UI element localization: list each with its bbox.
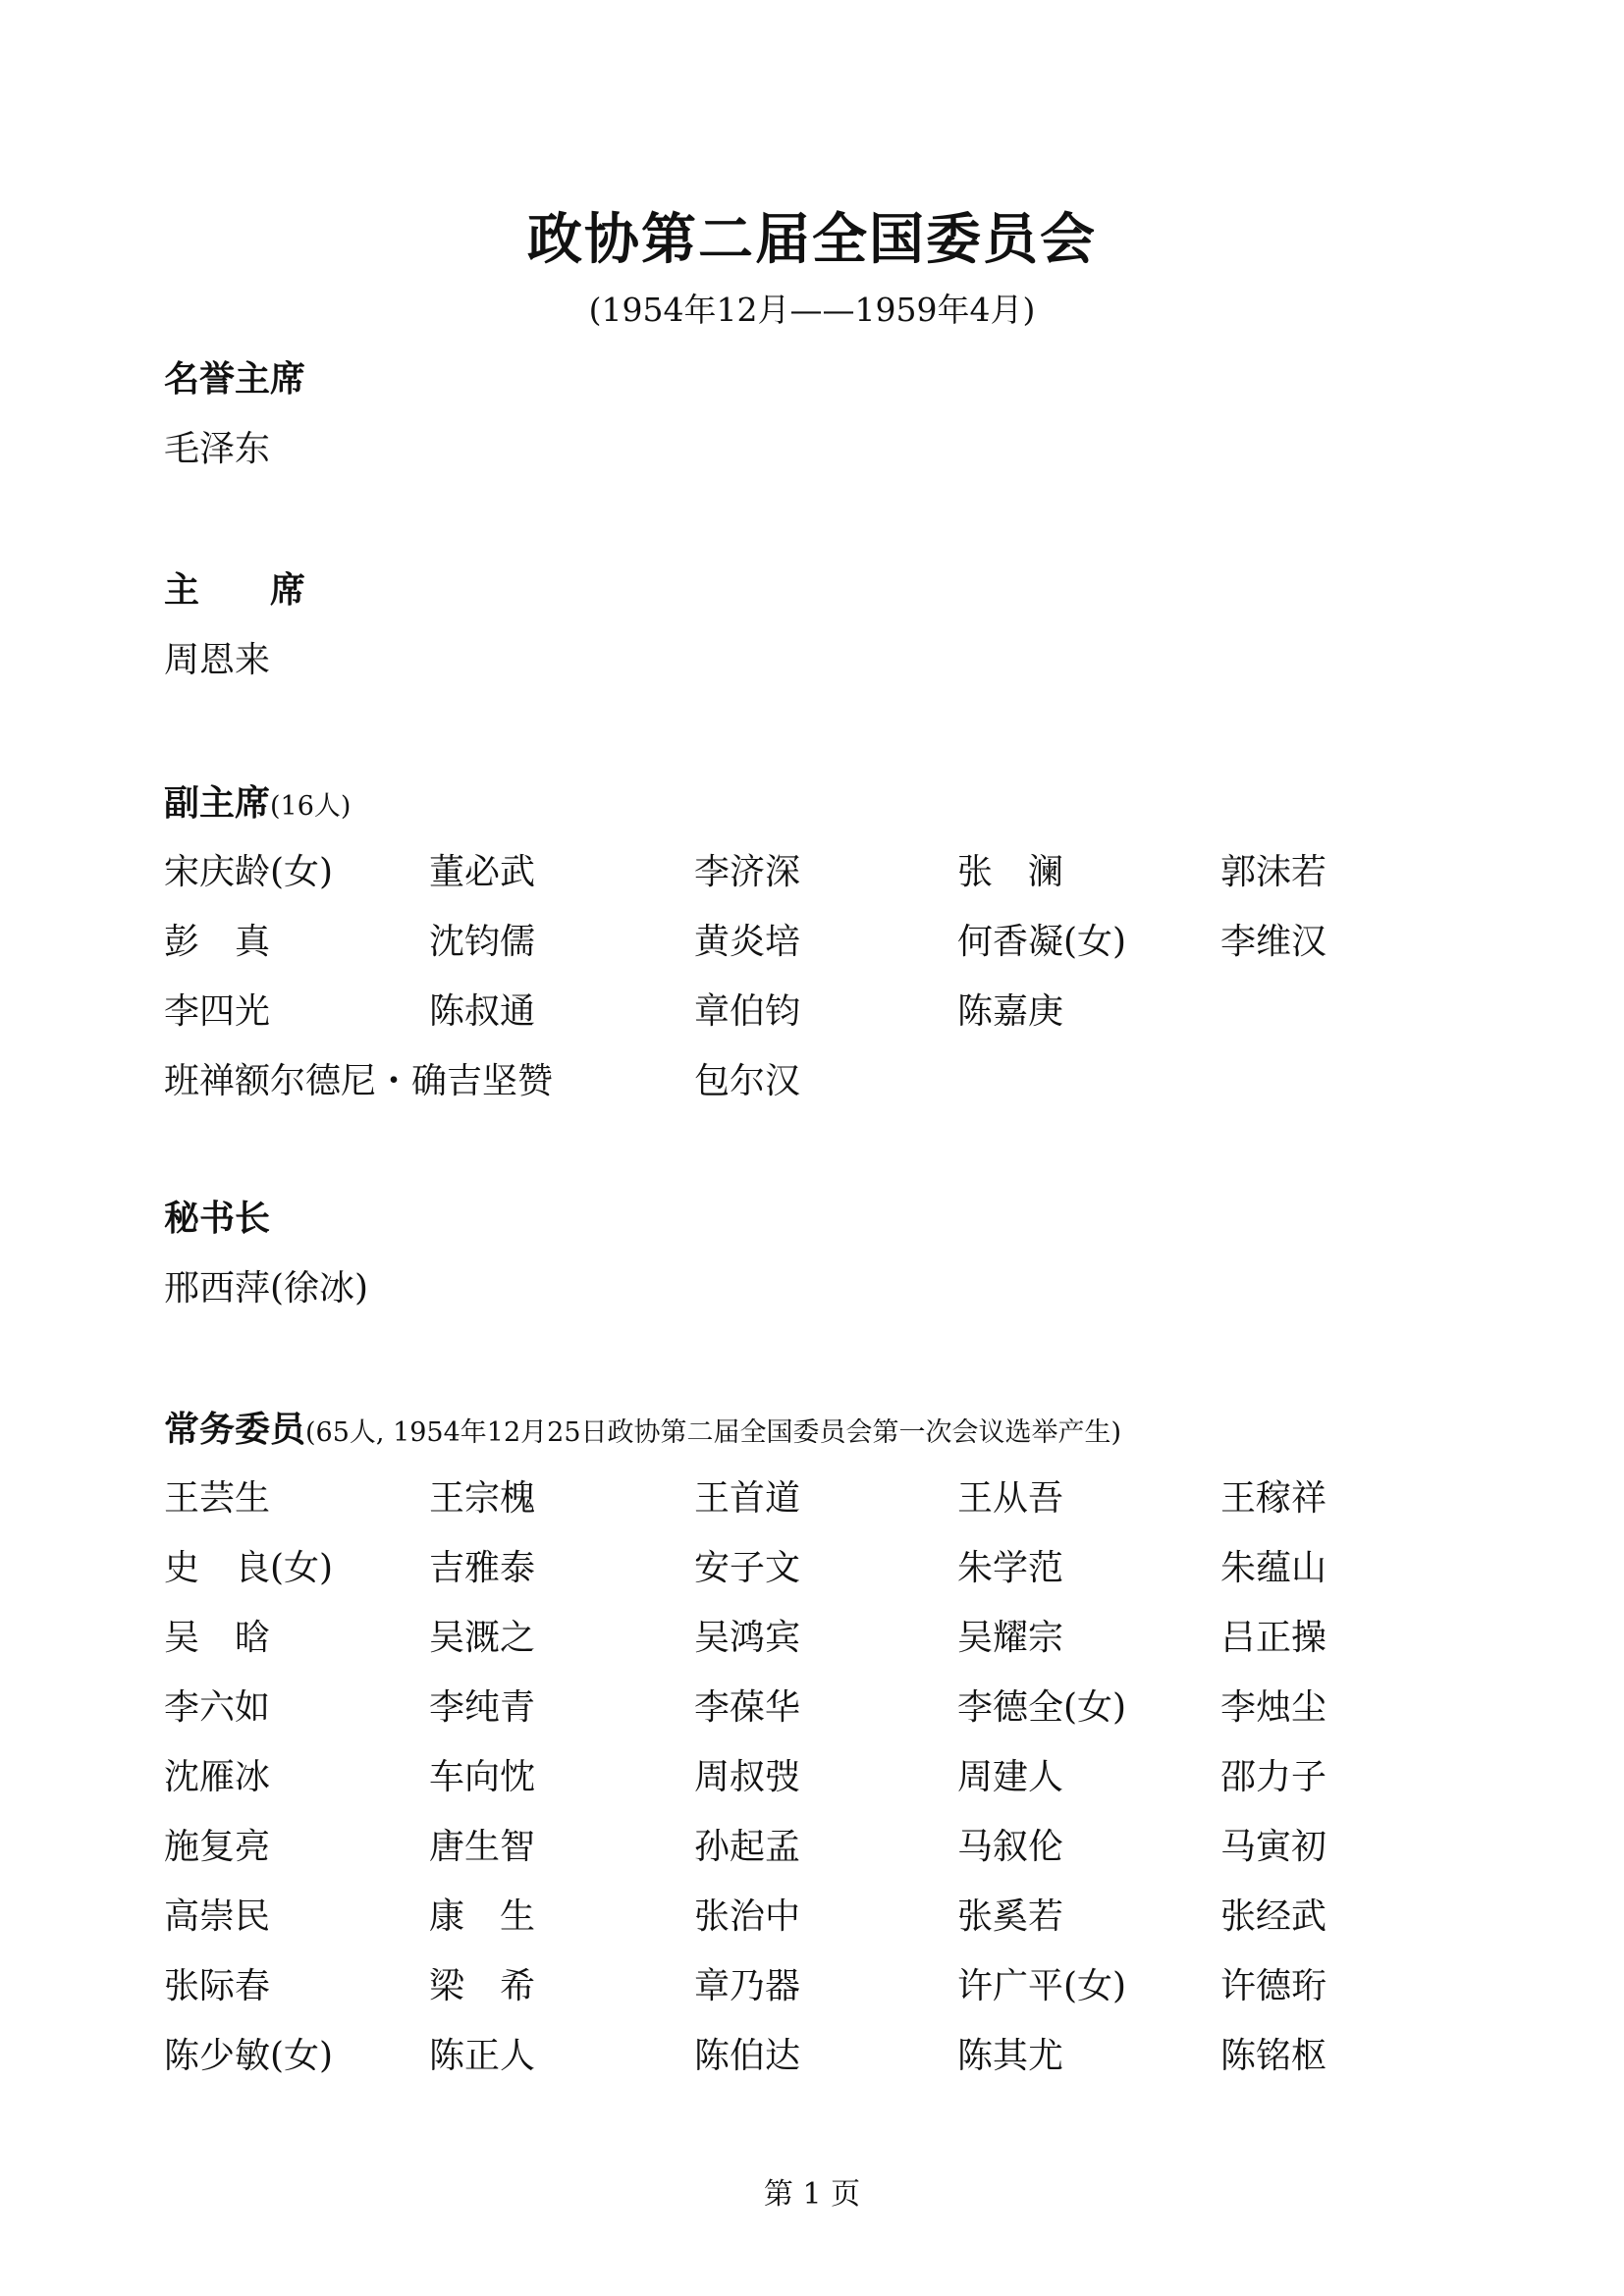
section-heading-note: (65人, 1954年12月25日政协第二届全国委员会第一次会议选举产生)	[305, 1417, 1122, 1448]
member-name: 李济深	[694, 852, 801, 892]
member-name: 李纯青	[429, 1687, 536, 1728]
member-name: 郭沫若	[1220, 852, 1327, 892]
member-name: 李维汉	[1220, 922, 1327, 962]
section-heading: 主 席	[164, 570, 306, 611]
name-row	[164, 2021, 1499, 2091]
name-row	[164, 1812, 1499, 1882]
member-name: 董必武	[429, 852, 536, 892]
chair-name: 周恩来	[164, 640, 271, 680]
page-number: 第 1 页	[763, 2177, 861, 2212]
member-name: 周建人	[957, 1757, 1064, 1797]
member-name: 吉雅泰	[429, 1548, 536, 1588]
member-name: 朱学范	[957, 1548, 1064, 1588]
honorary-chair-name: 毛泽东	[164, 429, 271, 469]
member-name: 吴耀宗	[957, 1618, 1064, 1658]
standing-members-list	[164, 1464, 1499, 2091]
member-name: 陈嘉庚	[957, 991, 1064, 1032]
honorary-chair-section	[164, 355, 1499, 484]
member-name: 张经武	[1220, 1896, 1327, 1937]
member-name: 朱蕴山	[1220, 1548, 1327, 1588]
vice-chairs-list	[164, 837, 1499, 1116]
section-heading	[164, 1406, 1499, 1455]
member-name: 张治中	[694, 1896, 801, 1937]
secretary-general-name: 邢西萍(徐冰)	[164, 1268, 369, 1308]
member-name: 张际春	[164, 1966, 271, 2006]
member-name: 周叔弢	[694, 1757, 801, 1797]
section-heading: 名誉主席	[164, 359, 306, 400]
member-name: 吴鸿宾	[694, 1618, 801, 1658]
name-row	[164, 907, 1499, 977]
member-name: 王芸生	[164, 1478, 271, 1519]
member-name: 马叙伦	[957, 1827, 1064, 1867]
member-name: 许德珩	[1220, 1966, 1327, 2006]
member-name: 康 生	[429, 1896, 536, 1937]
member-name: 李六如	[164, 1687, 271, 1728]
section-heading-label: 副主席	[164, 783, 271, 824]
name-row	[164, 1673, 1499, 1742]
member-name: 陈叔通	[429, 991, 536, 1032]
chair-section	[164, 566, 1499, 695]
member-name: 李葆华	[694, 1687, 801, 1728]
section-heading-note: (16人)	[270, 791, 352, 822]
member-name: 李四光	[164, 991, 271, 1032]
member-name: 吴 晗	[164, 1618, 271, 1658]
member-name: 张奚若	[957, 1896, 1064, 1937]
page-subtitle: (1954年12月——1959年4月)	[588, 291, 1036, 329]
member-name: 李烛尘	[1220, 1687, 1327, 1728]
section-heading-label: 常务委员	[164, 1410, 306, 1450]
member-name: 安子文	[694, 1548, 801, 1588]
name-row	[164, 1464, 1499, 1533]
member-name: 王首道	[694, 1478, 801, 1519]
name-row	[164, 1533, 1499, 1603]
member-name: 张 澜	[957, 852, 1064, 892]
member-name: 施复亮	[164, 1827, 271, 1867]
member-name: 唐生智	[429, 1827, 536, 1867]
member-name: 彭 真	[164, 922, 271, 962]
secretary-general-section	[164, 1195, 1499, 1323]
member-name: 沈雁冰	[164, 1757, 271, 1797]
member-name: 马寅初	[1220, 1827, 1327, 1867]
vice-chairs-section	[164, 779, 1499, 1116]
section-heading: 秘书长	[164, 1199, 271, 1239]
member-name: 班禅额尔德尼・确吉坚赞	[164, 1061, 554, 1101]
member-name: 王从吾	[957, 1478, 1064, 1519]
name-row	[164, 837, 1499, 907]
member-name: 陈伯达	[694, 2036, 801, 2076]
member-name: 陈铭枢	[1220, 2036, 1327, 2076]
member-name: 车向忱	[429, 1757, 536, 1797]
member-name: 陈其尤	[957, 2036, 1064, 2076]
member-name: 王稼祥	[1220, 1478, 1327, 1519]
member-name: 章乃器	[694, 1966, 801, 2006]
page-title: 政协第二届全国委员会	[527, 208, 1097, 272]
member-name: 包尔汉	[694, 1061, 801, 1101]
member-name: 梁 希	[429, 1966, 536, 2006]
member-name: 许广平(女)	[957, 1966, 1127, 2006]
name-row	[164, 977, 1499, 1046]
name-row	[164, 1742, 1499, 1812]
member-name: 陈正人	[429, 2036, 536, 2076]
name-row	[164, 1882, 1499, 1951]
member-name: 邵力子	[1220, 1757, 1327, 1797]
standing-members-section	[164, 1406, 1499, 2091]
member-name: 宋庆龄(女)	[164, 852, 334, 892]
member-name: 史 良(女)	[164, 1548, 334, 1588]
name-row	[164, 1603, 1499, 1673]
member-name: 陈少敏(女)	[164, 2036, 334, 2076]
name-row	[164, 1046, 1499, 1116]
member-name: 沈钧儒	[429, 922, 536, 962]
member-name: 黄炎培	[694, 922, 801, 962]
member-name: 何香凝(女)	[957, 922, 1127, 962]
member-name: 高崇民	[164, 1896, 271, 1937]
member-name: 李德全(女)	[957, 1687, 1127, 1728]
member-name: 章伯钧	[694, 991, 801, 1032]
section-heading	[164, 779, 1499, 828]
member-name: 王宗槐	[429, 1478, 536, 1519]
member-name: 孙起孟	[694, 1827, 801, 1867]
member-name: 吕正操	[1220, 1618, 1327, 1658]
name-row	[164, 1951, 1499, 2021]
member-name: 吴溉之	[429, 1618, 536, 1658]
